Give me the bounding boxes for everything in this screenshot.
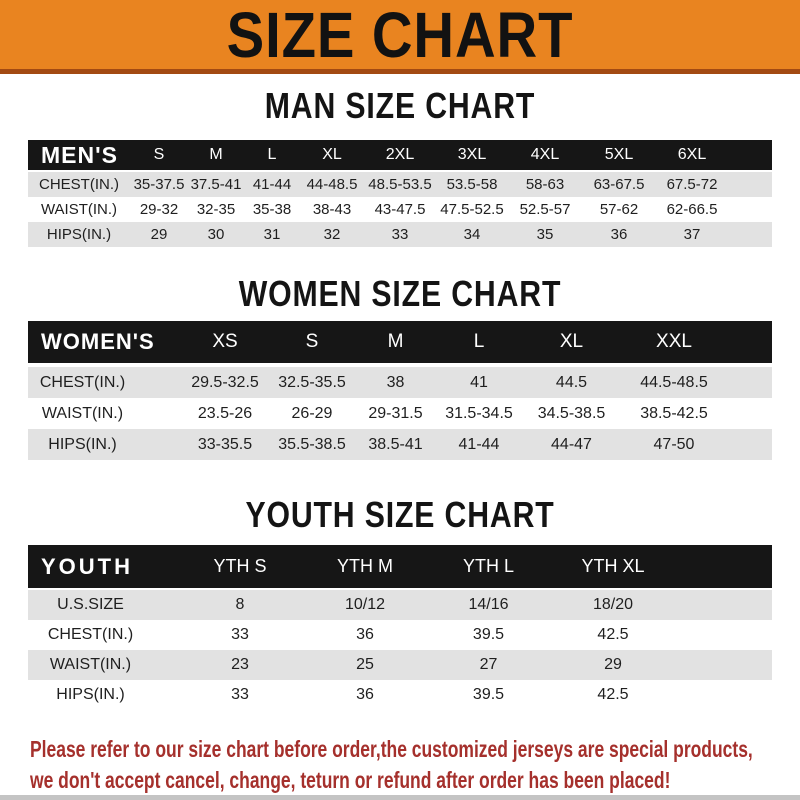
men-heading-text: MAN SIZE CHART (264, 85, 536, 126)
column-header: 5XL (582, 140, 656, 172)
row-spacer (727, 429, 772, 460)
row-label: HIPS(IN.) (28, 429, 181, 460)
row-spacer (676, 650, 772, 680)
size-value-cell: 44-48.5 (300, 172, 364, 197)
size-chart-banner (0, 0, 800, 74)
row-label: CHEST(IN.) (28, 620, 177, 650)
header-spacer (727, 321, 772, 367)
women-size-table (28, 321, 772, 460)
size-value-cell: 41-44 (244, 172, 300, 197)
row-spacer (728, 197, 772, 222)
size-value-cell: 62-66.5 (656, 197, 728, 222)
size-value-cell: 38.5-41 (355, 429, 436, 460)
size-value-cell: 35-38 (244, 197, 300, 222)
footer-disclaimer-line2: we don't accept cancel, change, teturn or refund after order has been placed! (30, 767, 671, 793)
size-value-cell: 31 (244, 222, 300, 247)
table-row (28, 650, 772, 680)
column-header: YTH M (303, 545, 427, 590)
size-value-cell: 30 (188, 222, 244, 247)
table-row (28, 398, 772, 429)
table-row (28, 680, 772, 710)
row-label: WAIST(IN.) (28, 398, 181, 429)
size-value-cell: 25 (303, 650, 427, 680)
size-value-cell: 37 (656, 222, 728, 247)
size-value-cell: 27 (427, 650, 550, 680)
youth-size-table (28, 545, 772, 710)
size-value-cell: 42.5 (550, 680, 676, 710)
size-value-cell: 41 (436, 367, 522, 398)
size-value-cell: 32.5-35.5 (269, 367, 355, 398)
men-section-heading (0, 87, 800, 125)
youth-heading-text: YOUTH SIZE CHART (245, 494, 555, 535)
size-value-cell: 52.5-57 (508, 197, 582, 222)
column-header: XL (300, 140, 364, 172)
women-section-heading (0, 274, 800, 314)
size-value-cell: 47.5-52.5 (436, 197, 508, 222)
size-value-cell: 14/16 (427, 590, 550, 620)
row-spacer (727, 398, 772, 429)
youth-section-heading (0, 495, 800, 535)
size-value-cell: 63-67.5 (582, 172, 656, 197)
row-spacer (728, 222, 772, 247)
size-value-cell: 41-44 (436, 429, 522, 460)
row-label: WAIST(IN.) (28, 650, 177, 680)
row-label: HIPS(IN.) (28, 680, 177, 710)
column-header: L (436, 321, 522, 367)
size-value-cell: 29-32 (130, 197, 188, 222)
column-header: YTH L (427, 545, 550, 590)
size-value-cell: 47-50 (621, 429, 727, 460)
size-value-cell: 33 (364, 222, 436, 247)
column-header: 3XL (436, 140, 508, 172)
size-value-cell: 23 (177, 650, 303, 680)
column-header: L (244, 140, 300, 172)
women-header-row (28, 321, 772, 367)
column-header: XL (522, 321, 621, 367)
size-value-cell: 33-35.5 (181, 429, 269, 460)
women-heading-text: WOMEN SIZE CHART (238, 273, 562, 314)
row-label: HIPS(IN.) (28, 222, 130, 247)
table-row (28, 590, 772, 620)
size-value-cell: 35.5-38.5 (269, 429, 355, 460)
size-value-cell: 39.5 (427, 680, 550, 710)
size-value-cell: 29 (550, 650, 676, 680)
column-header: S (269, 321, 355, 367)
row-label: CHEST(IN.) (28, 172, 130, 197)
column-header: 2XL (364, 140, 436, 172)
men-table-corner-label: MEN'S (28, 140, 130, 172)
size-value-cell: 33 (177, 620, 303, 650)
size-value-cell: 36 (303, 620, 427, 650)
size-value-cell: 44.5 (522, 367, 621, 398)
table-row (28, 172, 772, 197)
row-spacer (676, 590, 772, 620)
header-spacer (728, 140, 772, 172)
size-value-cell: 48.5-53.5 (364, 172, 436, 197)
column-header: YTH S (177, 545, 303, 590)
men-size-table (28, 140, 772, 247)
row-spacer (728, 172, 772, 197)
size-value-cell: 38.5-42.5 (621, 398, 727, 429)
row-label: U.S.SIZE (28, 590, 177, 620)
table-row (28, 197, 772, 222)
size-value-cell: 36 (303, 680, 427, 710)
size-value-cell: 44-47 (522, 429, 621, 460)
size-value-cell: 34.5-38.5 (522, 398, 621, 429)
column-header: M (355, 321, 436, 367)
footer-disclaimer-line1: Please refer to our size chart before order,the customized jerseys are special products, (30, 736, 753, 762)
size-value-cell: 42.5 (550, 620, 676, 650)
youth-table-corner-label: YOUTH (28, 545, 177, 590)
column-header: M (188, 140, 244, 172)
size-value-cell: 39.5 (427, 620, 550, 650)
size-value-cell: 23.5-26 (181, 398, 269, 429)
table-row (28, 620, 772, 650)
column-header: 4XL (508, 140, 582, 172)
size-value-cell: 32-35 (188, 197, 244, 222)
image-bottom-edge (0, 795, 800, 800)
row-spacer (727, 367, 772, 398)
size-value-cell: 18/20 (550, 590, 676, 620)
size-value-cell: 32 (300, 222, 364, 247)
footer-disclaimer (30, 734, 800, 796)
size-value-cell: 26-29 (269, 398, 355, 429)
column-header: S (130, 140, 188, 172)
row-label: CHEST(IN.) (28, 367, 181, 398)
size-value-cell: 33 (177, 680, 303, 710)
size-value-cell: 67.5-72 (656, 172, 728, 197)
column-header: YTH XL (550, 545, 676, 590)
header-spacer (676, 545, 772, 590)
column-header: 6XL (656, 140, 728, 172)
row-label: WAIST(IN.) (28, 197, 130, 222)
table-row (28, 429, 772, 460)
size-value-cell: 31.5-34.5 (436, 398, 522, 429)
youth-header-row (28, 545, 772, 590)
size-value-cell: 35-37.5 (130, 172, 188, 197)
women-table-corner-label: WOMEN'S (28, 321, 181, 367)
table-row (28, 367, 772, 398)
size-value-cell: 34 (436, 222, 508, 247)
size-value-cell: 35 (508, 222, 582, 247)
size-value-cell: 36 (582, 222, 656, 247)
size-value-cell: 53.5-58 (436, 172, 508, 197)
size-value-cell: 57-62 (582, 197, 656, 222)
size-value-cell: 8 (177, 590, 303, 620)
size-value-cell: 37.5-41 (188, 172, 244, 197)
size-value-cell: 43-47.5 (364, 197, 436, 222)
banner-title: SIZE CHART (226, 0, 574, 71)
men-header-row (28, 140, 772, 172)
size-value-cell: 10/12 (303, 590, 427, 620)
size-value-cell: 44.5-48.5 (621, 367, 727, 398)
table-row (28, 222, 772, 247)
column-header: XS (181, 321, 269, 367)
size-value-cell: 38 (355, 367, 436, 398)
row-spacer (676, 680, 772, 710)
row-spacer (676, 620, 772, 650)
column-header: XXL (621, 321, 727, 367)
size-value-cell: 29 (130, 222, 188, 247)
size-value-cell: 29-31.5 (355, 398, 436, 429)
size-value-cell: 29.5-32.5 (181, 367, 269, 398)
size-value-cell: 38-43 (300, 197, 364, 222)
size-value-cell: 58-63 (508, 172, 582, 197)
